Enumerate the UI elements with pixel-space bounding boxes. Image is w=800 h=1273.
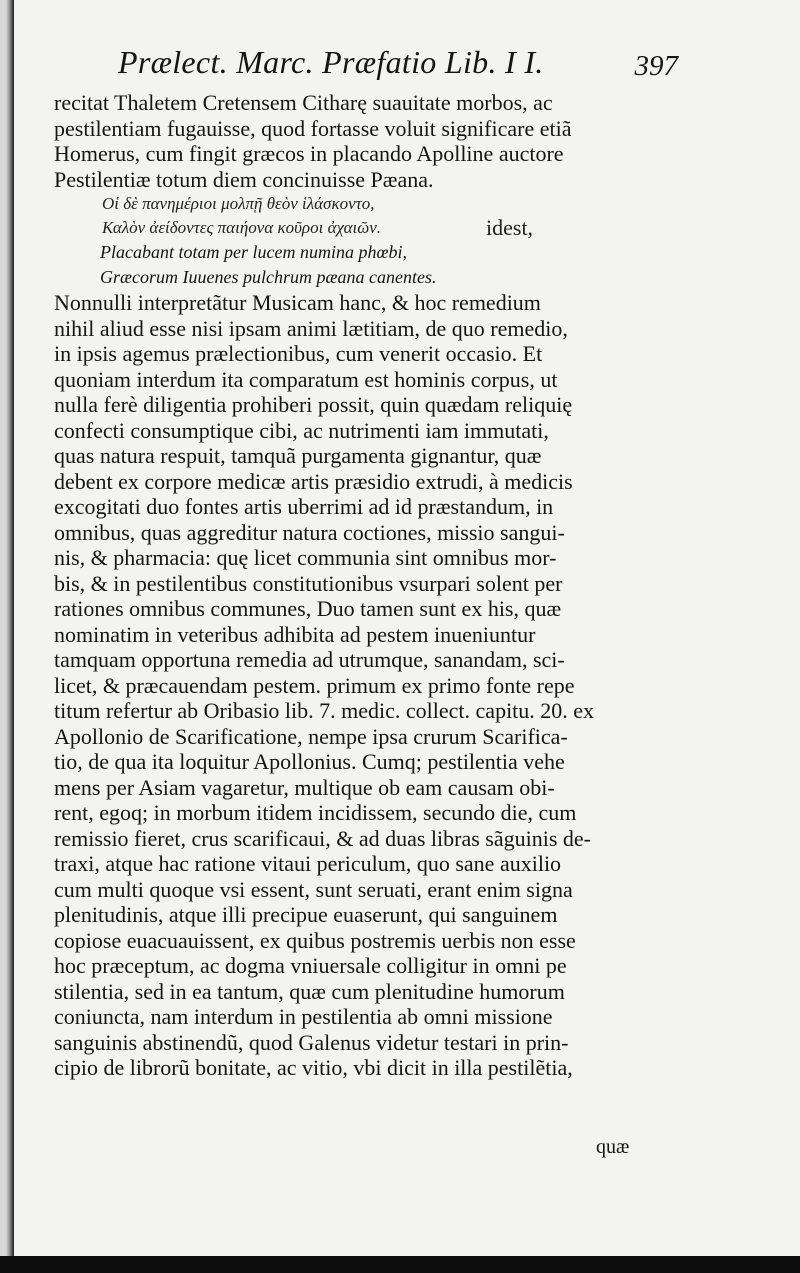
greek-verse-line — [54, 216, 694, 240]
latin-verse-line — [54, 265, 694, 290]
text-line — [54, 698, 694, 724]
line-text: Placabant totam per lucem numina phœbi, — [100, 242, 407, 262]
text-line — [54, 1030, 694, 1056]
line-text: cum multi quoque vsi essent, sunt seruati, erant enim signa — [54, 876, 573, 902]
line-text: mens per Asiam vagaretur, multique ob eam causam obi- — [54, 774, 555, 800]
scan-bottom-edge — [0, 1256, 800, 1273]
line-text: Homerus, cum fingit græcos in placando Apolline auctore — [54, 141, 564, 166]
text-line — [54, 596, 694, 622]
page-header — [118, 44, 678, 86]
text-line — [54, 622, 694, 648]
page-gutter-shadow — [0, 0, 14, 1273]
line-text: coniuncta, nam interdum in pestilentia ab omni missione — [54, 1004, 553, 1029]
line-text: licet, & præcauendam pestem. primum ex primo fonte repe — [54, 672, 575, 698]
text-line — [54, 724, 694, 750]
line-text: confecti consumptique cibi, ac nutrimenti iam immutati, — [54, 417, 549, 443]
line-text: pestilentiam fugauisse, quod fortasse voluit significare etiã — [54, 115, 572, 141]
line-text: quas natura respuit, tamquã purgamenta gignantur, quæ — [54, 443, 542, 468]
line-text: rationes omnibus communes, Duo tamen sunt ex his, quæ — [54, 596, 562, 621]
text-line — [54, 418, 694, 444]
line-text: titum refertur ab Oribasio lib. 7. medic. collect. capitu. 20. ex — [54, 698, 595, 723]
text-line — [54, 647, 694, 673]
line-text: Pestilentiæ totum diem concinuisse Pæana. — [54, 166, 434, 192]
text-line — [54, 775, 694, 801]
text-line — [54, 545, 694, 571]
greek-verse-line — [54, 192, 694, 216]
text-line — [54, 367, 694, 393]
text-line — [54, 928, 694, 954]
line-text: rent, egoq; in morbum itidem incidissem, secundo die, cum — [54, 800, 577, 825]
text-line — [54, 1004, 694, 1030]
page-number: 397 — [634, 50, 678, 82]
catchword: quæ — [596, 1136, 630, 1158]
text-line — [54, 902, 694, 928]
line-text: tio, de qua ita loquitur Apollonius. Cumq; pestilentia vehe — [54, 749, 565, 774]
text-line — [54, 392, 694, 418]
line-text: copiose euacuauissent, ex quibus postremis uerbis non esse — [54, 927, 576, 953]
text-line — [54, 800, 694, 826]
line-text: Καλὸν ἀείδοντες παιήονα κοῦροι ἀχαιῶν. — [102, 218, 382, 237]
text-line — [54, 290, 694, 316]
body-text — [54, 90, 694, 1081]
line-text: Græcorum Iuuenes pulchrum pæana canentes. — [100, 267, 437, 287]
line-text: stilentia, sed in ea tantum, quæ cum plenitudine humorum — [54, 978, 565, 1004]
line-text: debent ex corpore medicæ artis præsidio extrudi, à medicis — [54, 468, 573, 494]
text-line — [54, 877, 694, 903]
text-line — [54, 520, 694, 546]
latin-verse-line — [54, 240, 694, 265]
line-text: bis, & in pestilentibus constitutionibus vsurpari solent per — [54, 570, 563, 596]
line-text: in ipsis agemus prælectionibus, cum venerit occasio. Et — [54, 341, 543, 366]
line-text: recitat Thaletem Cretensem Citharę suauitate morbos, ac — [54, 90, 553, 115]
text-line — [54, 851, 694, 877]
line-text: omnibus, quas aggreditur natura coctiones, missio sangui- — [54, 519, 565, 545]
text-line — [54, 443, 694, 469]
text-line — [54, 90, 694, 116]
line-text: nulla ferè diligentia prohiberi possit, quin quædam reliquię — [54, 392, 573, 417]
text-line — [54, 116, 694, 142]
text-line — [54, 979, 694, 1005]
text-line — [54, 494, 694, 520]
book-page — [14, 0, 800, 1256]
text-line — [54, 167, 694, 193]
text-line — [54, 341, 694, 367]
idest-note: idest, — [486, 215, 534, 240]
line-text: hoc præceptum, ac dogma vniuersale colligitur in omni pe — [54, 953, 567, 978]
text-line — [54, 826, 694, 852]
text-line — [54, 141, 694, 167]
line-text: traxi, atque hac ratione vitaui periculum, quo sane auxilio — [54, 851, 562, 876]
line-text: Οἱ δὲ πανημέριοι μολπῇ θεὸν ἱλάσκοντο, — [102, 194, 375, 213]
line-text: plenitudinis, atque illi precipue euaserunt, qui sanguinem — [54, 902, 558, 927]
text-line — [54, 571, 694, 597]
text-line — [54, 953, 694, 979]
line-text: nihil aliud esse nisi ipsam animi lætitiam, de quo remedio, — [54, 315, 568, 341]
line-text: remissio fieret, crus scarificaui, & ad duas libras sãguinis de- — [54, 825, 592, 851]
line-text: sanguinis abstinendũ, quod Galenus videtur testari in prin- — [54, 1029, 569, 1055]
line-text: Nonnulli interpretãtur Musicam hanc, & hoc remedium — [54, 290, 541, 315]
line-text: excogitati duo fontes artis uberrimi ad id præstandum, in — [54, 494, 554, 519]
text-line — [54, 316, 694, 342]
line-text: nis, & pharmacia: quę licet communia sint omnibus mor- — [54, 545, 557, 570]
line-text: nominatim in veteribus adhibita ad pestem inueniuntur — [54, 621, 536, 647]
line-text: quoniam interdum ita comparatum est hominis corpus, ut — [54, 366, 558, 392]
line-text: Apollonio de Scarificatione, nempe ipsa crurum Scarifica- — [54, 723, 568, 749]
line-text: cipio de librorũ bonitate, ac vitio, vbi dicit in illa pestilẽtia, — [54, 1055, 573, 1080]
text-line — [54, 469, 694, 495]
text-line — [54, 673, 694, 699]
text-line — [54, 1055, 694, 1081]
line-text: tamquam opportuna remedia ad utrumque, sanandam, sci- — [54, 647, 565, 672]
text-line — [54, 749, 694, 775]
running-title: Prælect. Marc. Præfatio Lib. I I. — [118, 44, 544, 80]
